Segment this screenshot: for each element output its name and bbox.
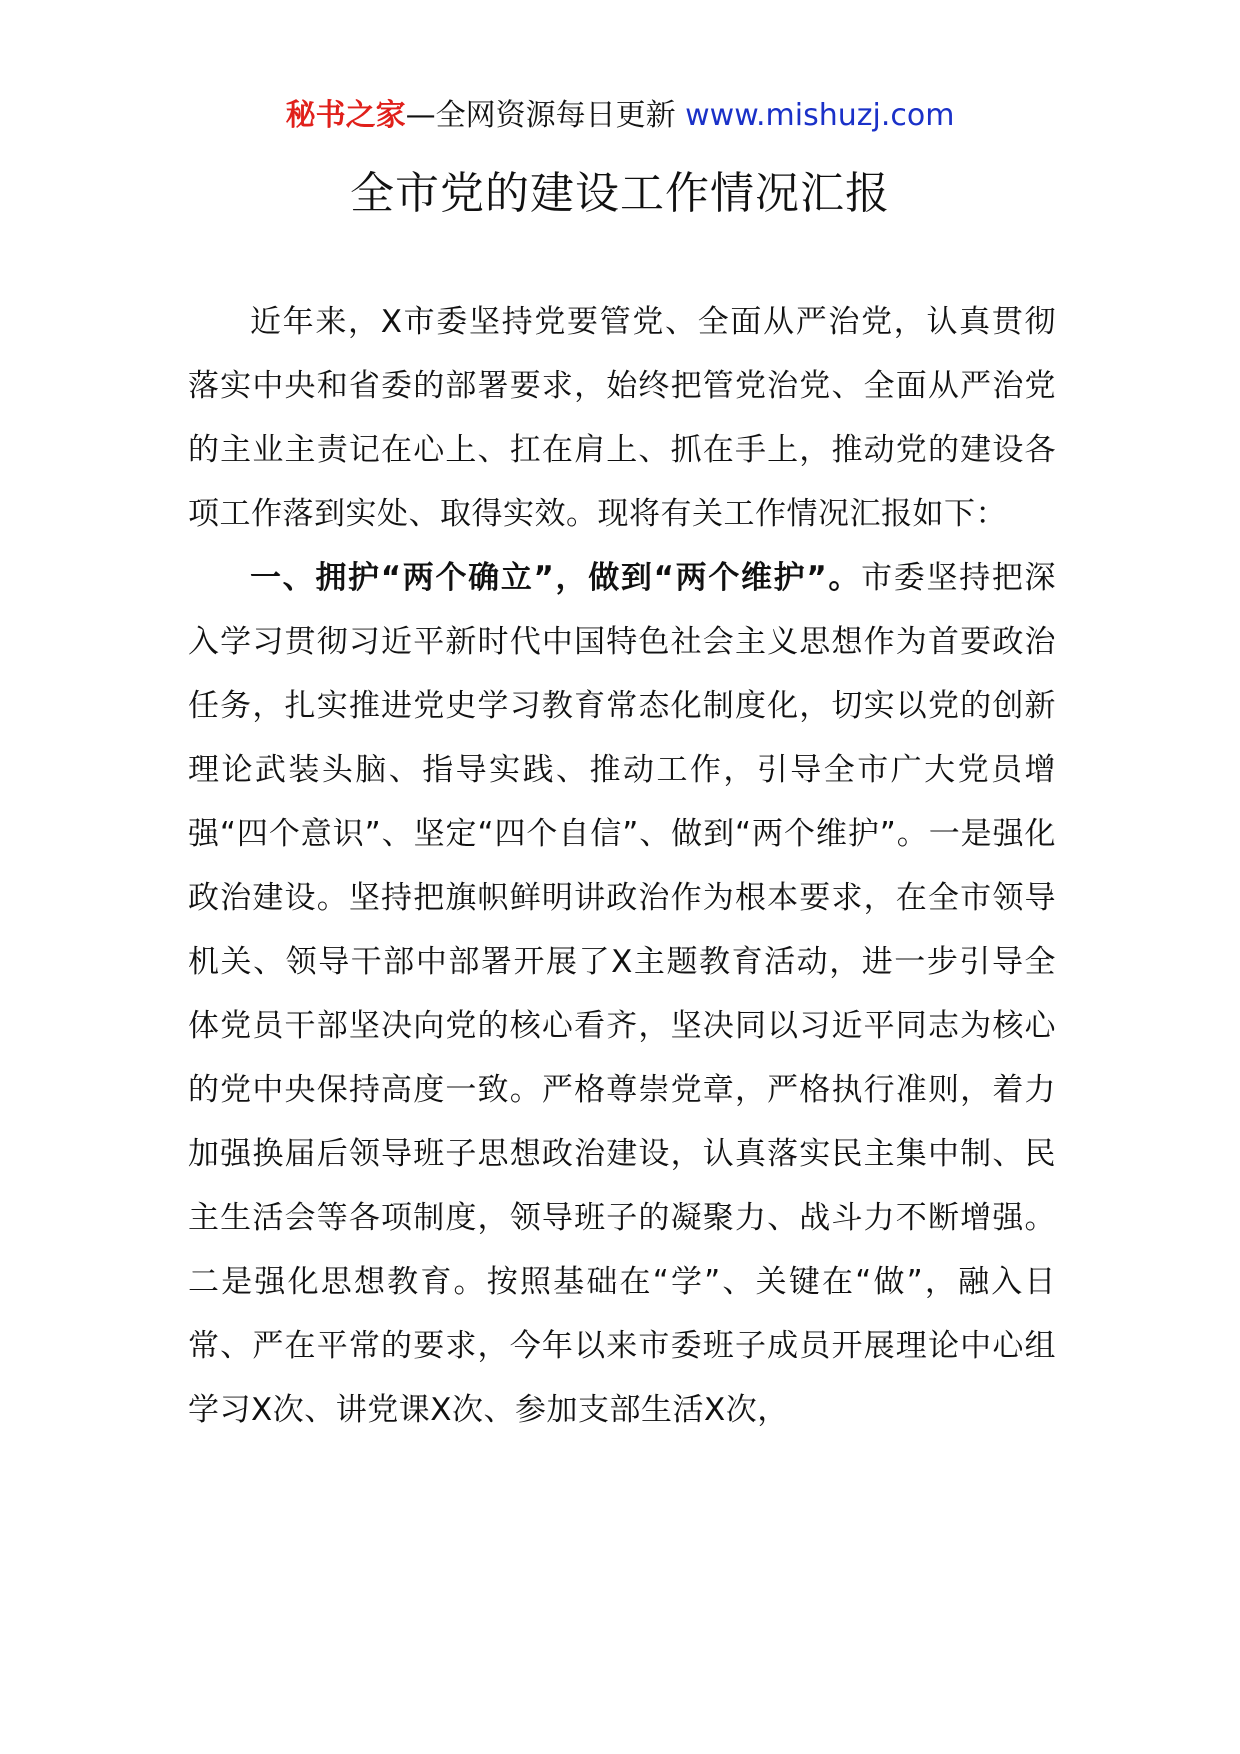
- document-title: 全市党的建设工作情况汇报: [350, 168, 890, 219]
- site-url-link[interactable]: www.mishuzj.com: [685, 98, 955, 133]
- section-one-text: 市委坚持把深入学习贯彻习近平新时代中国特色社会主义思想作为首要政治任务，扎实推进党史学习教育常态化制度化，切实以党的创新理论武装头脑、指导实践、推动工作，引导全市广大党员增强“四个意识”、坚定“四个自信”、做到“两个维护”。一是强化政治建设。坚持把旗帜鲜明讲政治作为根本要求，在全市领导机关、领导干部中部署开展了X主题教育活动，进一步引导全体党员干部坚决向党的核心看齐，坚决同以习近平同志为核心的党中央保持高度一致。严格尊崇党章，严格执行准则，着力加强换届后领导班子思想政治建设，认真落实民主集中制、民主生活会等各项制度，领导班子的凝聚力、战斗力不断增强。二是强化思想教育。按照基础在“学”、关键在“做”，融入日常、严在平常的要求，今年以来市委班子成员开展理论中心组学习X次、讲党课X次、参加支部生活X次，: [188, 560, 1057, 1428]
- site-slogan: —全网资源每日更新: [405, 98, 676, 133]
- site-header: [0, 96, 1240, 136]
- site-brand: 秘书之家: [285, 98, 406, 133]
- intro-paragraph-text: 近年来，X市委坚持党要管党、全面从严治党，认真贯彻落实中央和省委的部署要求，始终把管党治党、全面从严治党的主业主责记在心上、扛在肩上、抓在手上，推动党的建设各项工作落到实处、取得实效。现将有关工作情况汇报如下：: [188, 304, 1056, 532]
- intro-paragraph: [188, 290, 1056, 546]
- document-body: [188, 290, 1056, 1442]
- section-one-heading: 一、拥护“两个确立”，做到“两个维护”。: [250, 560, 862, 596]
- section-one-paragraph: [188, 546, 1056, 1442]
